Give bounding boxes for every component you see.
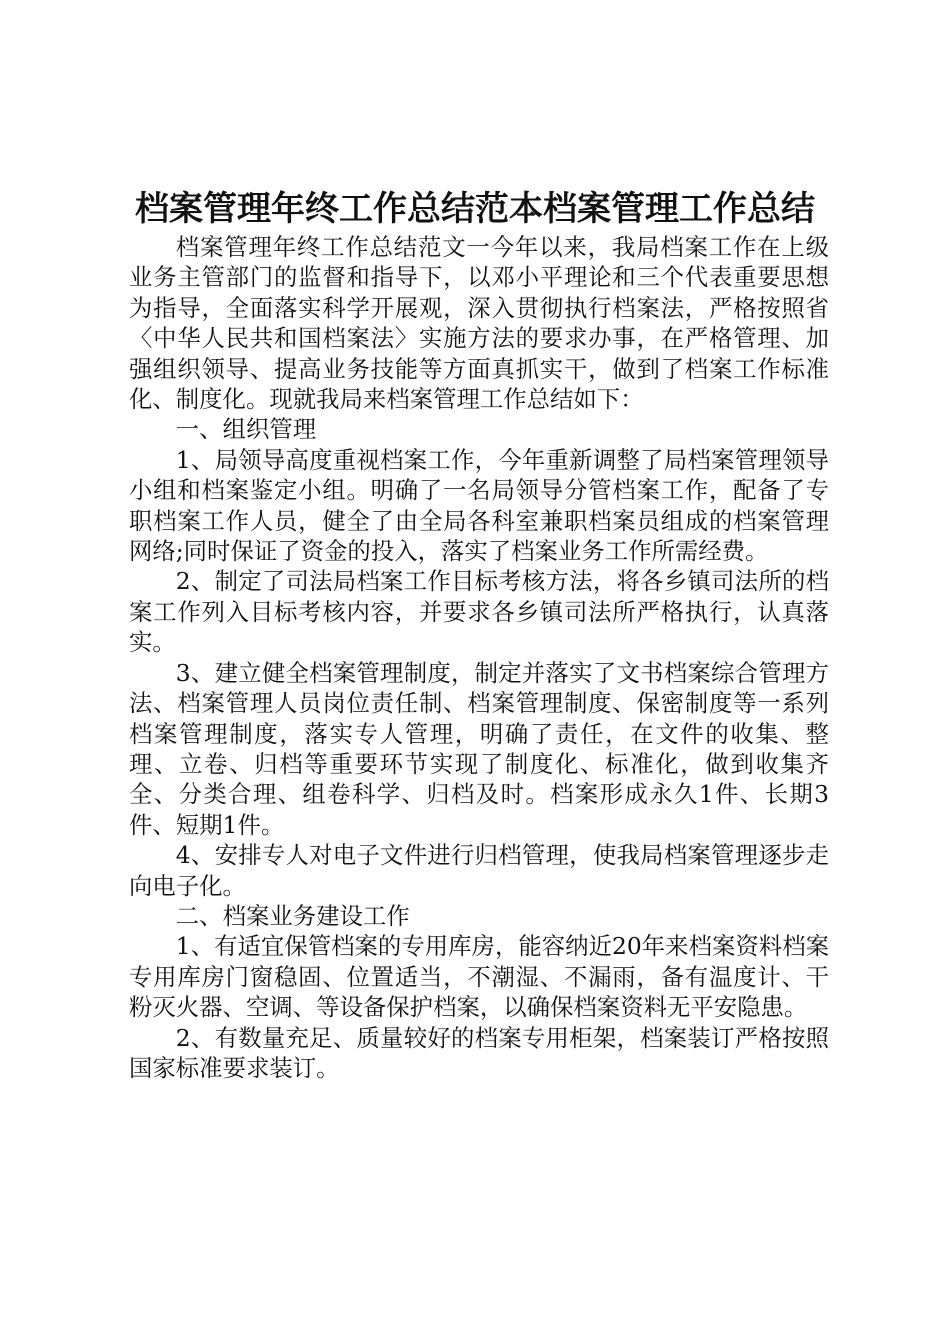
paragraph-item: 1、有适宜保管档案的专用库房，能容纳近20年来档案资料档案专用库房门窗稳固、位置适当，不潮湿、不漏雨，备有温度计、干粉灭火器、空调、等设备保护档案，以确保档案资料无平安隐患。: [129, 932, 829, 1022]
paragraph-item: 2、有数量充足、质量较好的档案专用柜架，档案装订严格按照国家标准要求装订。: [129, 1023, 829, 1082]
paragraph-item: 4、安排专人对电子文件进行归档管理，使我局档案管理逐步走向电子化。: [129, 841, 829, 900]
document-title: 档案管理年终工作总结范本档案管理工作总结: [135, 189, 815, 229]
heading-archive-business: 二、档案业务建设工作: [175, 901, 410, 930]
document-body: [129, 232, 829, 1083]
heading-organization-management: 一、组织管理: [175, 415, 317, 444]
paragraph-intro: 档案管理年终工作总结范文一今年以来，我局档案工作在上级业务主管部门的监督和指导下，以邓小平理论和三个代表重要思想为指导，全面落实科学开展观，深入贯彻执行档案法，严格按照省〈中华人民共和国档案法〉实施方法的要求办事，在严格管理、加强组织领导、提高业务技能等方面真抓实干，做到了档案工作标准化、制度化。现就我局来档案管理工作总结如下：: [129, 233, 829, 414]
paragraph-item: 1、局领导高度重视档案工作，今年重新调整了局档案管理领导小组和档案鉴定小组。明确了一名局领导分管档案工作，配备了专职档案工作人员，健全了由全局各科室兼职档案员组成的档案管理网络;同时保证了资金的投入，落实了档案业务工作所需经费。: [129, 445, 829, 566]
paragraph-item: 2、制定了司法局档案工作目标考核方法，将各乡镇司法所的档案工作列入目标考核内容，并要求各乡镇司法所严格执行，认真落实。: [129, 567, 829, 657]
paragraph-item: 3、建立健全档案管理制度，制定并落实了文书档案综合管理方法、档案管理人员岗位责任制、档案管理制度、保密制度等一系列档案管理制度，落实专人管理，明确了责任，在文件的收集、整理、立卷、归档等重要环节实现了制度化、标准化，做到收集齐全、分类合理、组卷科学、归档及时。档案形成永久1件、长期3件、短期1件。: [129, 658, 829, 839]
